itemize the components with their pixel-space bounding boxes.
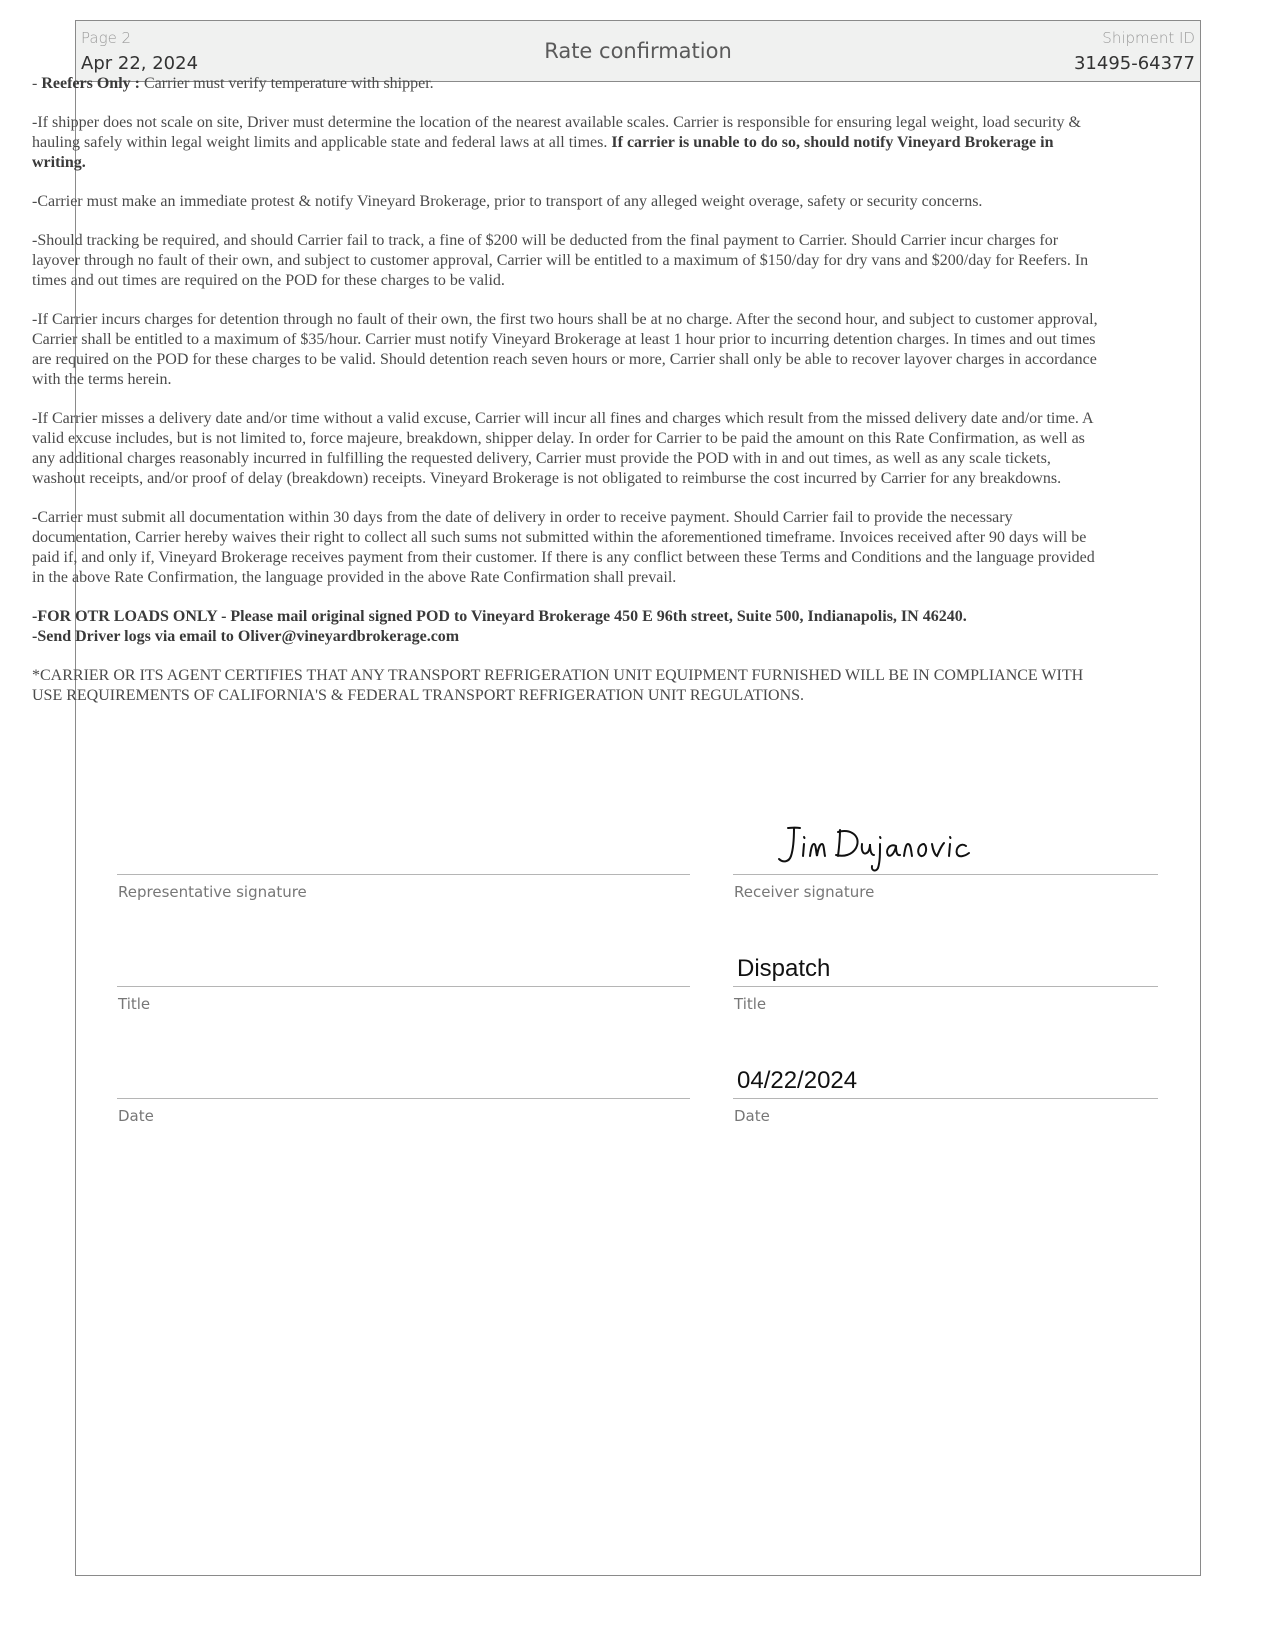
terms-paragraph-documentation: -Carrier must submit all documentation within 30 days from the date of delivery in order to receive payment. Should Carrier fail to provide the necessary documentation, Carrier hereby waives their right to collect all such sums not submitted within the aforementioned timeframe. Invoices received after 90 days will be paid if, and only if, Vineyard Brokerage receives payment from their customer. If there is any conflict between these Terms and Conditions and the language provided in the above Rate Confirmation, the language provided in the above Rate Confirmation shall prevail. xyxy=(32,509,1095,586)
terms-paragraph-scales xyxy=(32,113,1102,173)
reefers-heading: Reefers Only : xyxy=(41,75,140,92)
receiver-title-value: Dispatch xyxy=(737,955,831,982)
representative-title-line[interactable] xyxy=(117,986,690,987)
terms-paragraph-reefers: - Reefers Only : Carrier must verify temperature with shipper. xyxy=(32,75,434,92)
receiver-date-label: Date xyxy=(734,1107,770,1125)
receiver-signature-label: Receiver signature xyxy=(734,883,875,901)
page-header xyxy=(76,21,1200,82)
terms-paragraph-certification: *CARRIER OR ITS AGENT CERTIFIES THAT ANY TRANSPORT REFRIGERATION UNIT EQUIPMENT FURNISHED WILL BE IN COMPLIANCE WITH USE REQUIREMENTS OF CALIFORNIA'S & FEDERAL TRANSPORT REFRIGERATION UNIT REGULATIONS. xyxy=(32,667,1084,704)
representative-signature-line[interactable] xyxy=(117,874,690,875)
terms-paragraph-detention: -If Carrier incurs charges for detention through no fault of their own, the first two hours shall be at no charge. After the second hour, and subject to customer approval, Carrier shall be entitled to a maximum of $35/hour. Carrier must notify Vineyard Brokerage at least 1 hour prior to incurring detention charges. In times and out times are required on the POD for these charges to be valid. Should detention reach seven hours or more, Carrier shall only be able to recover layover charges in accordance with the terms herein. xyxy=(32,311,1098,388)
representative-date-label: Date xyxy=(118,1107,154,1125)
reefers-text: Carrier must verify temperature with shipper. xyxy=(143,75,434,92)
receiver-title-label: Title xyxy=(734,995,767,1013)
terms-paragraph-protest: -Carrier must make an immediate protest & notify Vineyard Brokerage, prior to transport of any alleged weight overage, safety or security concerns. xyxy=(32,193,983,210)
document-date: Apr 22, 2024 xyxy=(81,53,199,74)
representative-date-line[interactable] xyxy=(117,1098,690,1099)
representative-signature-label: Representative signature xyxy=(118,883,307,901)
receiver-date-value: 04/22/2024 xyxy=(737,1067,858,1094)
receiver-title-line[interactable] xyxy=(733,986,1158,987)
receiver-signature-line[interactable] xyxy=(733,874,1158,875)
terms-paragraph-otr xyxy=(32,607,1102,647)
otr-mail-pod: -FOR OTR LOADS ONLY - Please mail original signed POD to Vineyard Brokerage 450 E 96th street, Suite 500, Indianapolis, IN 46240. xyxy=(32,608,967,625)
terms-and-conditions xyxy=(32,74,1102,725)
terms-paragraph-missed-delivery: -If Carrier misses a delivery date and/or time without a valid excuse, Carrier will incur all fines and charges which result from the missed delivery date and/or time. A valid excuse includes, but is not limited to, force majeure, breakdown, shipper delay. In order for Carrier to be paid the amount on this Rate Confirmation, as well as any additional charges reasonably incurred in fulfilling the requested delivery, Carrier must provide the POD with in and out times, as well as any scale tickets, washout receipts, and/or proof of delay (breakdown) receipts. Vineyard Brokerage is not obligated to reimburse the cost incurred by Carrier for any breakdowns. xyxy=(32,410,1093,487)
receiver-handwritten-signature xyxy=(770,822,990,872)
shipment-id: 31495-64377 xyxy=(1073,53,1195,74)
page-title: Rate confirmation xyxy=(544,39,732,63)
scales-text: -If shipper does not scale on site, Driver must determine the location of the nearest available scales. Carrier is responsible for ensuring legal weight, load security & hauling safely within legal weight limits and applicable state and federal laws at all times. xyxy=(32,114,1081,151)
otr-driver-logs: -Send Driver logs via email to Oliver@vineyardbrokerage.com xyxy=(32,628,460,645)
shipment-id-label: Shipment ID xyxy=(1102,29,1195,47)
terms-paragraph-tracking: -Should tracking be required, and should Carrier fail to track, a fine of $200 will be deducted from the final payment to Carrier. Should Carrier incur charges for layover through no fault of their own, and subject to customer approval, Carrier will be entitled to a maximum of $150/day for dry vans and $200/day for Reefers. In times and out times are required on the POD for these charges to be valid. xyxy=(32,232,1089,289)
page-number: Page 2 xyxy=(81,29,132,47)
receiver-date-line[interactable] xyxy=(733,1098,1158,1099)
representative-title-label: Title xyxy=(118,995,151,1013)
scales-bold-text: If carrier is unable to do so, should notify Vineyard Brokerage in writing. xyxy=(32,134,1054,171)
